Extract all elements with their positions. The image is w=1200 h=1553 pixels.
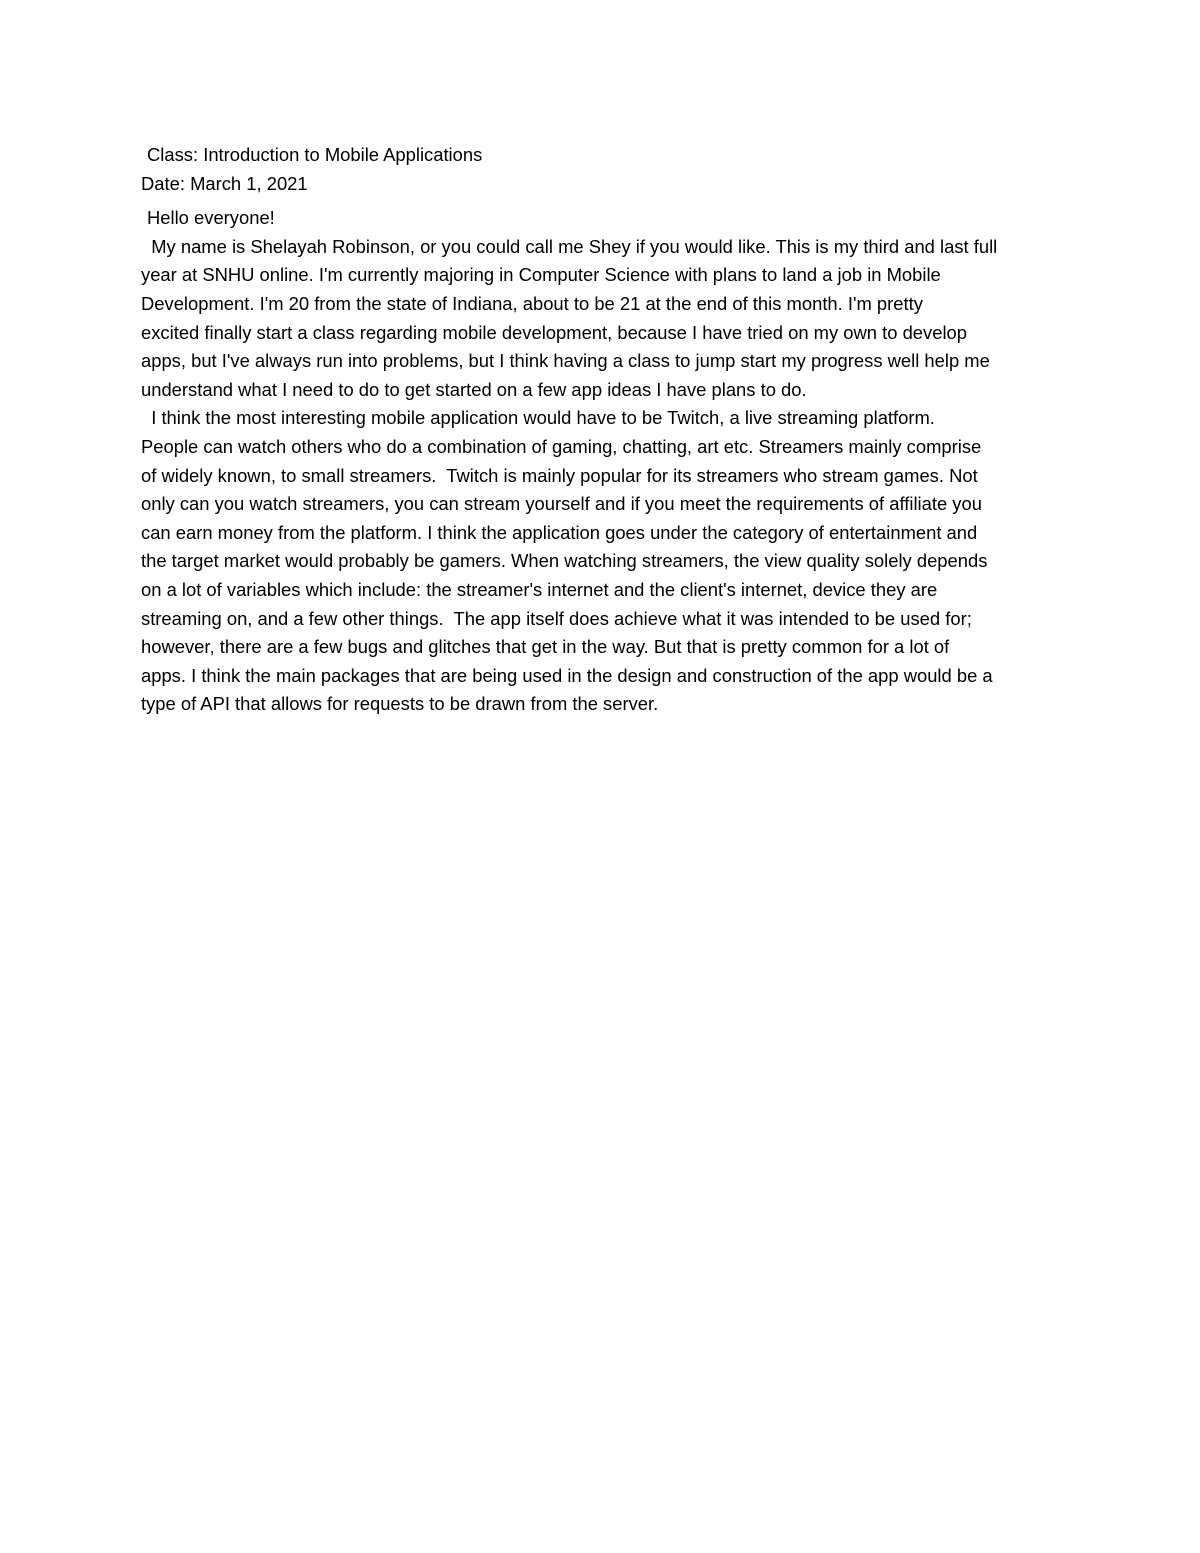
body-line-7: I think the most interesting mobile application would have to be Twitch, a live streaming platform. bbox=[141, 407, 935, 429]
body-line-15: however, there are a few bugs and glitches that get in the way. But that is pretty common for a lot of bbox=[141, 636, 950, 658]
document-header bbox=[141, 141, 1061, 198]
body-line-14: streaming on, and a few other things. The app itself does achieve what it was intended to be used for; bbox=[141, 607, 972, 629]
date-line: Date: March 1, 2021 bbox=[141, 172, 308, 194]
body-line-16: apps. I think the main packages that are being used in the design and construction of the app would be a bbox=[141, 664, 993, 686]
body-line-6: understand what I need to do to get started on a few app ideas I have plans to do. bbox=[141, 378, 807, 400]
body-line-1: My name is Shelayah Robinson, or you could call me Shey if you would like. This is my third and last full bbox=[141, 235, 998, 257]
body-line-13: on a lot of variables which include: the streamer's internet and the client's internet, device they are bbox=[141, 578, 938, 600]
body-line-2: year at SNHU online. I'm currently majoring in Computer Science with plans to land a job in Mobile bbox=[141, 264, 941, 286]
body-line-10: only can you watch streamers, you can stream yourself and if you meet the requirements of affiliate you bbox=[141, 493, 982, 515]
body-line-4: excited finally start a class regarding mobile development, because I have tried on my own to develop bbox=[141, 321, 967, 343]
body-line-9: of widely known, to small streamers. Twitch is mainly popular for its streamers who stream games. Not bbox=[141, 464, 978, 486]
body-line-17: type of API that allows for requests to be drawn from the server. bbox=[141, 693, 659, 715]
body-line-8: People can watch others who do a combination of gaming, chatting, art etc. Streamers mainly comprise bbox=[141, 435, 982, 457]
body-line-12: the target market would probably be gamers. When watching streamers, the view quality solely depends bbox=[141, 550, 988, 572]
body-line-11: can earn money from the platform. I think the application goes under the category of entertainment and bbox=[141, 521, 978, 543]
document-content bbox=[141, 141, 1061, 719]
class-line: Class: Introduction to Mobile Applications bbox=[147, 144, 483, 165]
document-body bbox=[141, 204, 1061, 719]
body-line-3: Development. I'm 20 from the state of Indiana, about to be 21 at the end of this month. I'm pretty bbox=[141, 292, 923, 314]
greeting-line: Hello everyone! bbox=[147, 207, 275, 229]
body-line-5: apps, but I've always run into problems, but I think having a class to jump start my progress well help me bbox=[141, 350, 990, 372]
